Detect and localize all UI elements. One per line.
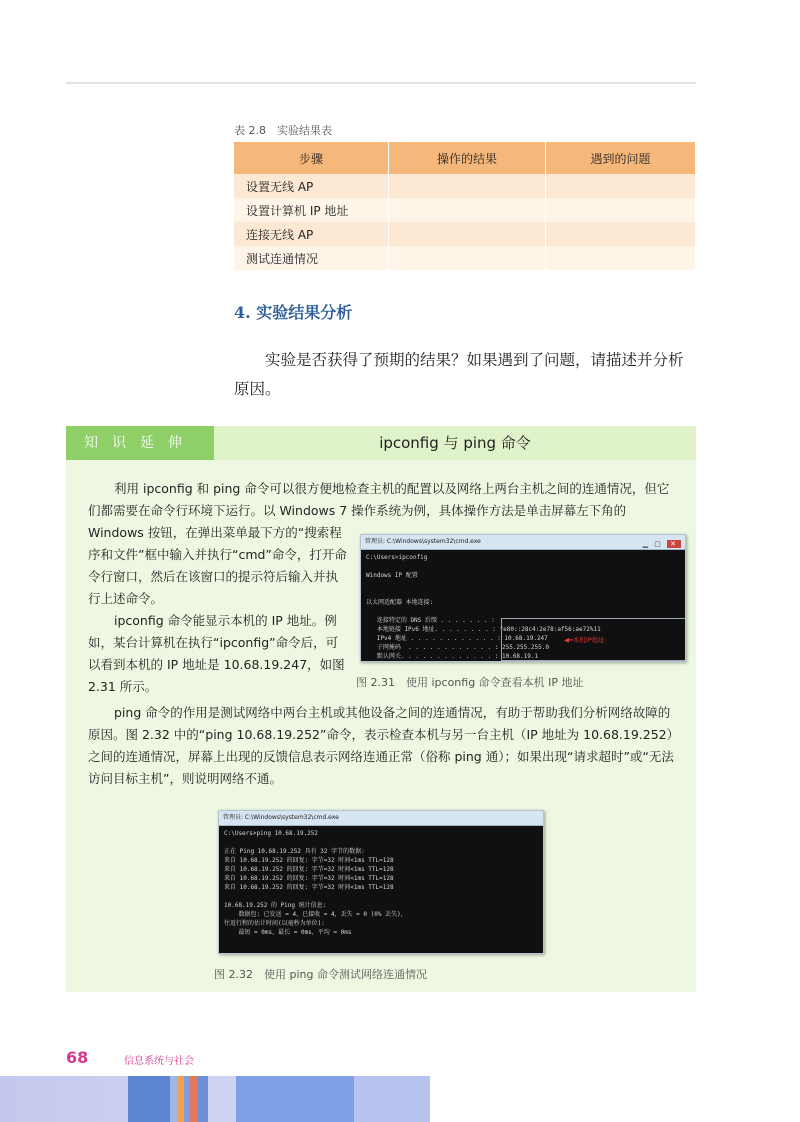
minimize-icon: ▁: [642, 540, 651, 548]
footer-stripe: [170, 1076, 178, 1122]
figure-caption-232: 图 2.32 使用 ping 命令测试网络连通情况: [214, 968, 427, 981]
extension-paragraph-1-line-1: 利用 ipconfig 和 ping 命令可以很方便地检查主机的配置以及网络上两台主机之间的连通情况，但它: [114, 481, 670, 496]
table-caption: 表 2.8 实验结果表: [234, 124, 332, 137]
cmd-window-ipconfig: [360, 534, 686, 662]
table-cell-step: 设置计算机 IP 地址: [234, 198, 389, 222]
table-row: [234, 198, 696, 222]
cmd-console-output: C:\Users>ping 10.68.19.252 正在 Ping 10.68.19.252 具有 32 字节的数据: 来自 10.68.19.252 的回复: 字节=32 时间<1ms TTL=128 来自 10.68.19.252 的回复: 字节=32 时间<1ms TTL=128 来自 10.68.19.252 的回复: 字节=32 时间<1ms TTL=128 来自 10.68.19.252 的回复: 字节=32 时间<1ms TTL=128 10.68.19.252 的 Ping 统计信息: 数据包: 已发送 = 4，已接收 = 4，丢失 = 0 (0% 丢失)， 往返行程的估计时间(以毫秒为单位): 最短 = 0ms，最长 = 0ms，平均 = 0ms: [224, 830, 407, 936]
footer-color-band: [0, 1076, 800, 1122]
table-cell-empty: [546, 222, 696, 246]
table-cell-step: 连接无线 AP: [234, 222, 389, 246]
table-cell-empty: [546, 174, 696, 198]
table-cell-empty: [389, 174, 546, 198]
page-number: 68: [66, 1048, 89, 1067]
table-cell-empty: [389, 222, 546, 246]
section-paragraph: 实验是否获得了预期的结果？如果遇到了问题，请描述并分析原因。: [234, 351, 684, 398]
extension-paragraph-1-line-2: 们都需要在命令行环境下运行。以 Windows 7 操作系统为例，具体操作方法是单击屏幕左下角的: [88, 503, 627, 518]
footer-stripe: [190, 1076, 198, 1122]
table-cell-step: 设置无线 AP: [234, 174, 389, 198]
table-row: [234, 246, 696, 270]
extension-paragraph-2: ipconfig 命令能显示本机的 IP 地址。例如，某台计算机在执行“ipconfig”命令后，可以看到本机的 IP 地址是 10.68.19.247，如图 2.31 所示。: [88, 613, 345, 694]
ip-annotation: [564, 635, 605, 644]
extension-paragraph-1-rest: Windows 按钮，在弹出菜单最下方的“搜索程序和文件”框中输入并执行“cmd”命令，打开命令行窗口，然后在该窗口的提示符后输入并执行上述命令。: [88, 525, 347, 606]
extension-tag: 知识延伸: [66, 426, 214, 460]
top-rule: [66, 82, 696, 84]
close-icon: ✕: [667, 540, 681, 548]
figure-caption-231: 图 2.31 使用 ipconfig 命令查看本机 IP 地址: [356, 676, 584, 689]
cmd-console-output: C:\Users>ipconfig Windows IP 配置 以太网适配器 本地连接: 连接特定的 DNS 后缀 . . . . . . . : 本地链接 IPv6 地址. . . . . . . . : fe80::28c4:2e78:af56:ae72%11 IPv4 地址 . . . . . . . . . . . . : 10.68.19.247 子网掩码 . . . . . . . . . . . . : 255.255.255.0 默认网关. . . . . . . . . . . . . : 10.68.19.1: [366, 554, 601, 660]
extension-title: ipconfig 与 ping 命令: [214, 426, 696, 460]
window-controls: [643, 537, 681, 551]
cmd-titlebar: [361, 535, 685, 550]
extension-paragraph-3: ping 命令的作用是测试网络中两台主机或其他设备之间的连通情况，有助于帮助我们分析网络故障的原因。图 2.32 中的“ping 10.68.19.252”命令，表示检查本机与另一台主机（IP 地址为 10.68.19.252）之间的连通情况，屏幕上出现的反馈信息表示网络连通正常（俗称 ping 通）；如果出现“请求超时”或“无法访问目标主机”，则说明网络不通。: [88, 705, 674, 786]
book-title: 信息系统与社会: [124, 1056, 194, 1067]
arrow-left-icon: ◀━: [564, 636, 573, 644]
table-row: [234, 174, 696, 198]
table-row: [234, 222, 696, 246]
footer-band-blank: [430, 1076, 800, 1122]
footer-stripe: [236, 1076, 354, 1122]
section-heading: 4. 实验结果分析: [234, 303, 353, 322]
table-header-step: 步骤: [234, 142, 389, 174]
knowledge-extension-box: [66, 426, 696, 992]
table-cell-step: 测试连通情况: [234, 246, 389, 270]
cmd-title: 管理员: C:\Windows\system32\cmd.exe: [365, 538, 481, 545]
cmd-titlebar: [219, 811, 543, 826]
table-cell-empty: [389, 246, 546, 270]
table-header-result: 操作的结果: [389, 142, 546, 174]
footer-stripe: [128, 1076, 170, 1122]
footer-stripe: [354, 1076, 430, 1122]
table-cell-empty: [389, 198, 546, 222]
ip-annotation-label: 本机IP地址: [572, 636, 605, 644]
results-table: [234, 142, 696, 270]
table-cell-empty: [546, 246, 696, 270]
cmd-window-ping: [218, 810, 544, 954]
cmd-title: 管理员: C:\Windows\system32\cmd.exe: [223, 814, 339, 821]
table-cell-empty: [546, 198, 696, 222]
table-header-row: [234, 142, 696, 174]
table-header-problem: 遇到的问题: [546, 142, 696, 174]
maximize-icon: ▢: [654, 540, 663, 548]
footer-stripe: [198, 1076, 208, 1122]
